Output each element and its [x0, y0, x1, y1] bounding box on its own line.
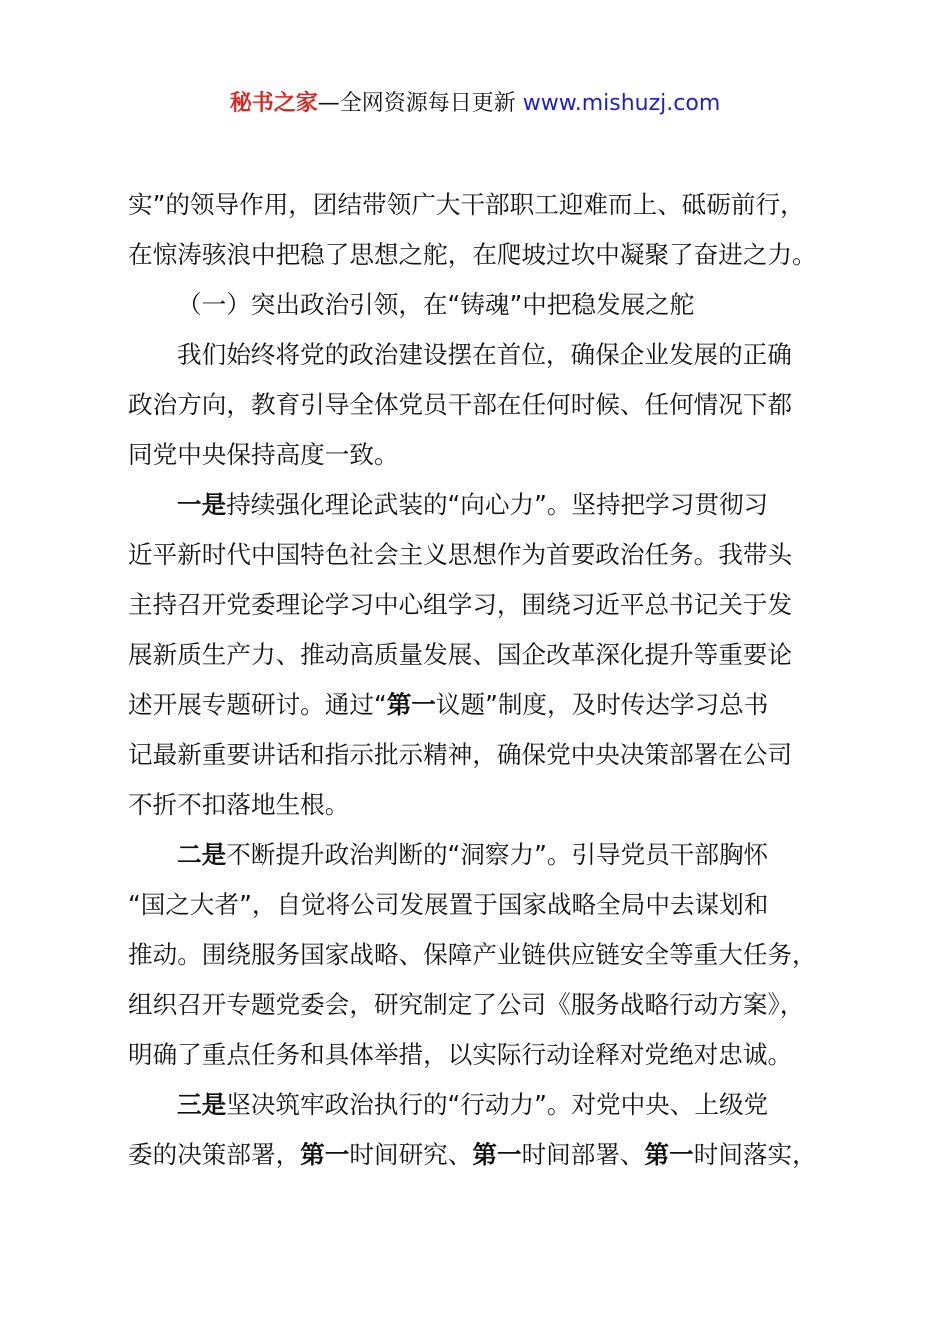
text-line — [128, 880, 833, 930]
text-line — [128, 780, 833, 830]
text-segment: 政治方向，教育引导全体党员干部在任何时候、任何情况下都 — [128, 390, 793, 419]
page-header — [0, 88, 950, 120]
text-segment: 时间落实， — [693, 1140, 817, 1169]
bold-text-segment: 第一 — [472, 1140, 522, 1169]
text-segment: 不断提升政治判断的“洞察力”。引导党员干部胸怀 — [226, 840, 769, 869]
header-tagline: 全网资源每日更新 — [339, 91, 523, 116]
text-line — [128, 680, 833, 730]
bold-text-segment: 二是 — [177, 840, 227, 869]
text-segment: （一）突出政治引领，在“铸魂”中把稳发展之舵 — [177, 290, 695, 319]
text-segment: 主持召开党委理论学习中心组学习，围绕习近平总书记关于发 — [128, 590, 793, 619]
text-line — [128, 1130, 833, 1180]
text-segment: 述开展专题研讨。通过“ — [128, 690, 387, 719]
text-line — [128, 330, 833, 380]
text-segment: 实”的领导作用，团结带领广大干部职工迎难而上、砥砺前行， — [128, 190, 805, 219]
text-line — [128, 430, 833, 480]
text-segment: 坚决筑牢政治执行的“行动力”。对党中央、上级党 — [226, 1090, 769, 1119]
text-line — [128, 630, 833, 680]
text-segment: “国之大者”，自觉将公司发展置于国家战略全局中去谋划和 — [128, 890, 769, 919]
text-line — [128, 530, 833, 580]
bold-text-segment: 第一 — [386, 690, 436, 719]
text-segment: 记最新重要讲话和指示批示精神，确保党中央决策部署在公司 — [128, 740, 793, 769]
text-segment: 展新质生产力、推动高质量发展、国企改革深化提升等重要论 — [128, 640, 793, 669]
header-separator: — — [317, 91, 340, 116]
bold-text-segment: 第一 — [300, 1140, 350, 1169]
text-line — [128, 380, 833, 430]
text-line — [128, 230, 833, 280]
text-line — [128, 1030, 833, 1080]
text-line — [128, 1080, 833, 1130]
text-segment: 时间部署、 — [521, 1140, 645, 1169]
site-brand: 秘书之家 — [229, 91, 318, 116]
bold-text-segment: 三是 — [177, 1090, 227, 1119]
text-segment: 我们始终将党的政治建设摆在首位，确保企业发展的正确 — [177, 340, 792, 369]
text-line — [128, 280, 833, 330]
text-segment: 议题”制度，及时传达学习总书 — [435, 690, 769, 719]
text-line — [128, 180, 833, 230]
text-line — [128, 980, 833, 1030]
text-segment: 推动。围绕服务国家战略、保障产业链供应链安全等重大任务， — [128, 940, 817, 969]
text-segment: 同党中央保持高度一致。 — [128, 440, 399, 469]
text-line — [128, 730, 833, 780]
text-segment: 在惊涛骇浪中把稳了思想之舵，在爬坡过坎中凝聚了奋进之力。 — [128, 240, 817, 269]
text-segment: 委的决策部署， — [128, 1140, 301, 1169]
text-line — [128, 830, 833, 880]
bold-text-segment: 第一 — [644, 1140, 694, 1169]
text-line — [128, 930, 833, 980]
text-segment: 明确了重点任务和具体举措，以实际行动诠释对党绝对忠诚。 — [128, 1040, 793, 1069]
text-line — [128, 480, 833, 530]
text-segment: 近平新时代中国特色社会主义思想作为首要政治任务。我带头 — [128, 540, 793, 569]
document-body — [128, 180, 833, 1180]
site-url-link[interactable]: www.mishuzj.com — [522, 91, 721, 116]
text-segment: 组织召开专题党委会，研究制定了公司《服务战略行动方案》， — [128, 990, 805, 1019]
text-segment: 不折不扣落地生根。 — [128, 790, 350, 819]
text-segment: 持续强化理论武装的“向心力”。坚持把学习贯彻习 — [226, 490, 769, 519]
text-segment: 时间研究、 — [349, 1140, 473, 1169]
bold-text-segment: 一是 — [177, 490, 227, 519]
text-line — [128, 580, 833, 630]
